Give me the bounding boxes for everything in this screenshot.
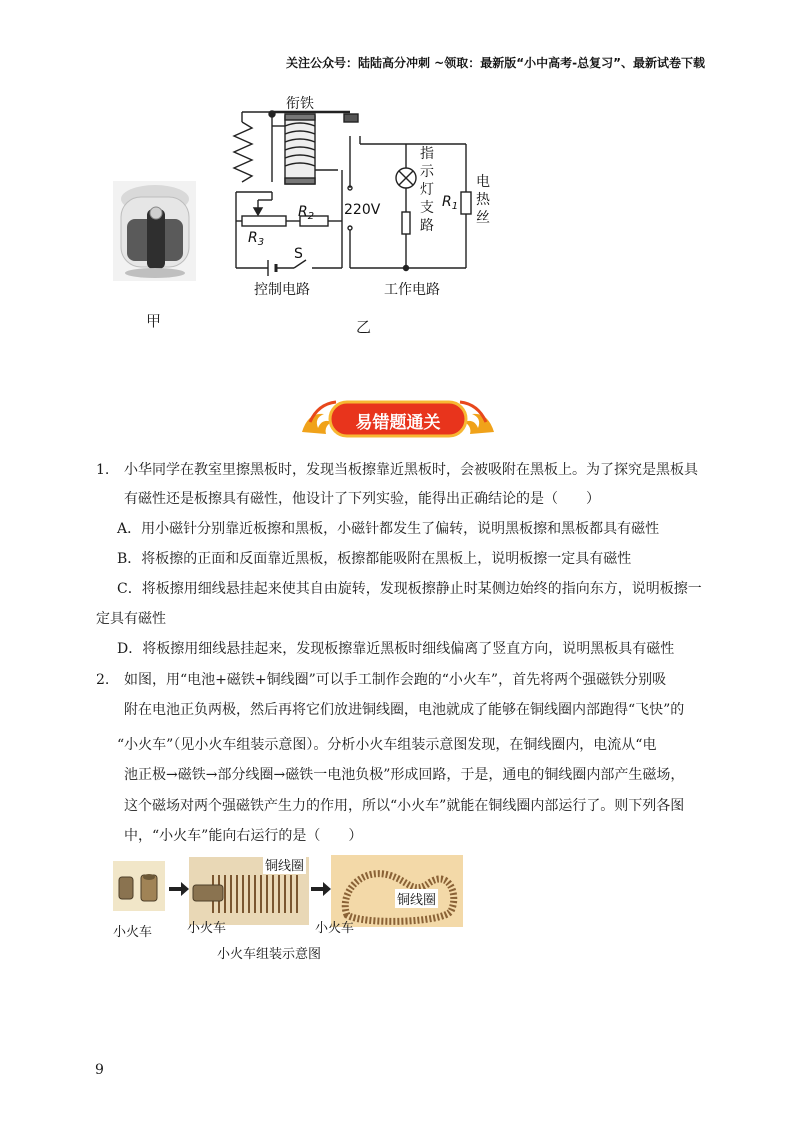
question-2-stem-line: “小火车”（见小火车组装示意图）。分析小火车组装示意图发现，在铜线圈内，电流从“电 [117,737,657,753]
arrow-right-icon [311,882,331,896]
label-train: 小火车 [187,921,227,936]
circuit-diagram [230,92,500,302]
label-armature: 衔铁 [286,96,314,112]
svg-text:指: 指 [420,146,434,162]
svg-text:示: 示 [420,164,434,180]
svg-text:丝: 丝 [476,210,490,226]
air-fryer-illustration [113,181,196,281]
figure-label-jia: 甲 [146,312,162,330]
page-number: 9 [95,1062,104,1078]
svg-text:支: 支 [420,200,434,216]
question-1-option-c: C．将板擦用细线悬挂起来使其自由旋转，发现板擦静止时某侧边始终的指向东方，说明板擦一 [117,581,702,597]
figure-label-yi: 乙 [356,318,372,336]
svg-text:热: 热 [476,192,490,208]
question-2-stem-line: 池正极→磁铁→部分线圈→磁铁一电池负极”形成回路，于是，通电的铜线圈内部产生磁场， [124,767,685,783]
question-2-stem-line: 附在电池正负两极，然后再将它们放进铜线圈，电池就成了能够在铜线圈内部跑得“飞快”的 [124,702,685,718]
svg-text:电: 电 [476,174,490,190]
train-figure-caption: 小火车组装示意图 [217,947,322,962]
label-work-circuit: 工作电路 [384,282,440,298]
question-1-stem-line: 小华同学在教室里擦黑板时，发现当板擦靠近黑板时，会被吸附在黑板上。为了探究是黑板具 [124,462,698,478]
label-voltage: 220V [344,202,381,218]
question-2-stem-line: 中，“小火车”能向右运行的是（ ） [124,828,363,844]
label-heater-wire [476,173,491,226]
air-fryer-photo [113,181,196,281]
label-switch: S [294,246,303,262]
label-copper-coil: 铜线圈 [263,855,306,874]
arrow-right-icon [169,882,189,896]
header-note: 关注公众号：陆陆高分冲刺 ~领取：最新版“小中高考-总复习”、最新试卷下载 [286,56,705,70]
question-1-number: 1. [96,462,110,478]
label-copper-coil-loop: 铜线圈 [395,889,438,908]
label-r1: $R_1$ [442,194,459,212]
question-2-stem-line: 如图，用“电池+磁铁+铜线圈”可以手工制作会跑的“小火车”，首先将两个强磁铁分别吸 [124,672,667,688]
label-train: 小火车 [315,921,355,936]
question-1-option-d: D．将板擦用细线悬挂起来，发现板擦靠近黑板时细线偏离了竖直方向，说明黑板具有磁性 [117,641,675,657]
question-1-option-b: B．将板擦的正面和反面靠近黑板，板擦都能吸附在黑板上，说明板擦一定具有磁性 [117,551,632,567]
label-r3: $R_3$ [248,230,265,248]
question-1-option-a: A．用小磁针分别靠近板擦和黑板，小磁针都发生了偏转，说明黑板擦和黑板都具有磁性 [117,521,660,537]
banner-title: 易错题通关 [355,413,441,433]
section-banner [296,392,500,444]
svg-text:灯: 灯 [420,182,434,198]
train-assembly-figure [113,855,463,965]
svg-text:路: 路 [420,218,434,234]
question-1-stem-line: 有磁性还是板擦具有磁性，他设计了下列实验，能得出正确结论的是（ ） [124,491,600,507]
question-2-stem-line: 这个磁场对两个强磁铁产生力的作用，所以“小火车”就能在铜线圈内部运行了。则下列各图 [124,798,685,814]
label-indicator-branch [420,145,435,234]
question-2-number: 2. [96,672,110,688]
label-r2: $R_2$ [298,204,315,222]
question-1-option-c-cont: 定具有磁性 [96,611,166,627]
label-control-circuit: 控制电路 [254,282,310,298]
label-train: 小火车 [113,925,153,940]
